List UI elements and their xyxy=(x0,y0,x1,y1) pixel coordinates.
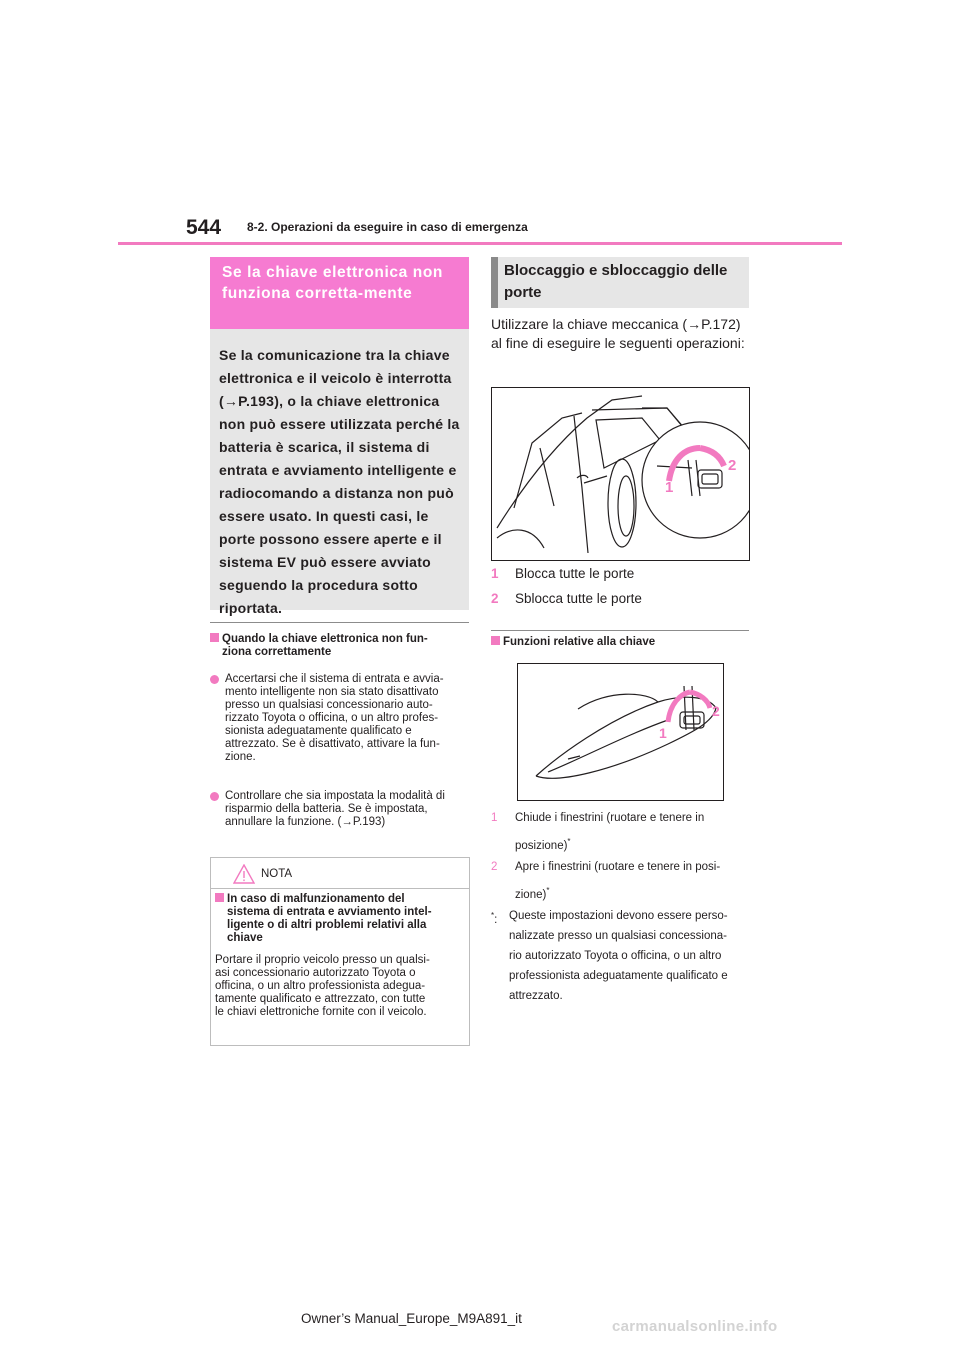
left-banner-title: Se la chiave elettronica non funziona corretta-mente xyxy=(222,264,443,302)
bullet-line: attrezzato. Se è disattivato, attivare la fun- xyxy=(225,738,440,750)
round-bullet-icon xyxy=(210,792,219,801)
step-text: Chiude i finestrini (ruotare e tenere in xyxy=(515,812,705,824)
step-text: posizione) xyxy=(515,839,568,852)
bullet-item xyxy=(210,790,472,829)
nota-body-line: officina, o un altro professionista adegua- xyxy=(215,980,426,992)
nota-box xyxy=(210,857,470,1046)
figure-label: 2 xyxy=(728,457,737,474)
nota-body-line: Portare il proprio veicolo presso un qualsi- xyxy=(215,954,430,966)
footnote-mark: * xyxy=(567,837,571,846)
figure-label: 1 xyxy=(659,725,667,741)
banner-accent-bar xyxy=(491,257,498,308)
nota-title-line: sistema di entrata e avviamento intel- xyxy=(227,906,432,918)
step-text: Blocca tutte le porte xyxy=(515,566,635,581)
figure-door-handle xyxy=(517,663,724,801)
nota-body-line: tamente qualificato e attrezzato, con tutte xyxy=(215,993,426,1005)
bullet-line: presso un qualsiasi concessionario auto- xyxy=(225,699,433,711)
left-section-banner xyxy=(210,257,469,329)
right-section-banner xyxy=(491,257,749,308)
footnote-line: professionista adeguatamente qualificato e xyxy=(509,970,728,982)
bullet-line: Accertarsi che il sistema di entrata e avvia- xyxy=(225,673,444,685)
square-bullet-icon xyxy=(491,636,500,645)
bullet-item xyxy=(210,673,472,764)
step-item xyxy=(491,591,642,606)
nota-label: NOTA xyxy=(261,868,293,880)
figure-door-lock xyxy=(491,387,750,561)
step-item xyxy=(491,855,753,907)
bullet-line: annullare la funzione. (→P.193) xyxy=(225,816,386,828)
step-number: 1 xyxy=(491,812,498,824)
nota-body xyxy=(215,954,467,1019)
step-text: Apre i finestrini (ruotare e tenere in posi- xyxy=(515,861,721,873)
square-bullet-icon xyxy=(210,633,219,642)
bullet-line: sionista adeguatamente qualificato e xyxy=(225,725,412,737)
footnote-line: Queste impostazioni devono essere perso- xyxy=(509,910,728,922)
bullet-line: risparmio della batteria. Se è impostata, xyxy=(225,803,428,815)
footer-text: Owner’s Manual_Europe_M9A891_it xyxy=(301,1311,522,1326)
step-text: zione) xyxy=(515,888,547,901)
bullet-line: rizzato Toyota o officina, o un altro profes- xyxy=(225,712,439,724)
key-functions-heading xyxy=(491,636,655,649)
right-divider xyxy=(491,630,749,631)
subsection-title-line2: ziona correttamente xyxy=(222,646,332,658)
door-handle-illustration xyxy=(518,664,723,800)
nota-title-line: In caso di malfunzionamento del xyxy=(227,893,405,905)
car-door-illustration xyxy=(492,388,749,560)
round-bullet-icon xyxy=(210,675,219,684)
key-functions-title: Funzioni relative alla chiave xyxy=(503,636,656,648)
intro-box xyxy=(210,329,469,616)
footnote-mark: * xyxy=(491,911,495,920)
intro-text: Se la comunicazione tra la chiave elettronica e il veicolo è interrotta (→P.193), o la chiave elettronica non può essere utilizzata perché la batteria è scarica, il sistema di entrata e avviamento intelligente e radiocomando a distanza non può essere usato. In questi casi, le porte possono essere aperte e il sistema EV può essere avviato seguendo la procedura sotto riportata. xyxy=(219,347,460,616)
footnote-line: rio autorizzato Toyota o officina, o un altro xyxy=(509,950,722,962)
bullet-line: Controllare che sia impostata la modalità di xyxy=(225,790,445,802)
bullet-line: zione. xyxy=(225,751,256,763)
footnote-line: attrezzato. xyxy=(509,990,563,1002)
nota-title xyxy=(215,893,467,945)
subsection-heading xyxy=(210,633,470,659)
step-number: 2 xyxy=(491,591,499,606)
subsection-title-line1: Quando la chiave elettronica non fun- xyxy=(222,633,428,645)
right-banner-title: Bloccaggio e sbloccaggio delle porte xyxy=(504,262,728,301)
warning-triangle-icon xyxy=(233,864,255,884)
footnote xyxy=(491,906,753,1006)
nota-header xyxy=(211,858,469,889)
footnote-colon: : xyxy=(494,913,498,926)
left-divider xyxy=(210,622,469,623)
step-number: 2 xyxy=(491,861,498,873)
step-text: Sblocca tutte le porte xyxy=(515,591,642,606)
square-bullet-icon xyxy=(215,893,224,902)
bullet-line: mento intelligente non sia stato disattivato xyxy=(225,686,439,698)
footnote-line: nalizzate presso un qualsiasi concessiona- xyxy=(509,930,727,942)
lock-intro-text: Utilizzare la chiave meccanica (→P.172) al fine di eseguire le seguenti operazioni: xyxy=(491,316,745,351)
nota-body-line: asi concessionario autorizzato Toyota o xyxy=(215,967,416,979)
chapter-title: 8-2. Operazioni da eseguire in caso di emergenza xyxy=(247,220,528,234)
watermark: carmanualsonline.info xyxy=(612,1318,778,1335)
page-number: 544 xyxy=(186,216,222,239)
nota-title-line: ligente o di altri problemi relativi alla xyxy=(227,919,427,931)
figure-label: 1 xyxy=(665,479,674,496)
footnote-mark: * xyxy=(546,886,550,895)
step-item xyxy=(491,566,635,581)
nota-title-line: chiave xyxy=(227,932,263,944)
figure-label: 2 xyxy=(712,703,720,719)
step-item xyxy=(491,806,753,858)
nota-body-line: le chiavi elettroniche fornite con il veicolo. xyxy=(215,1006,427,1018)
header-rule xyxy=(118,242,842,245)
step-number: 1 xyxy=(491,566,499,581)
